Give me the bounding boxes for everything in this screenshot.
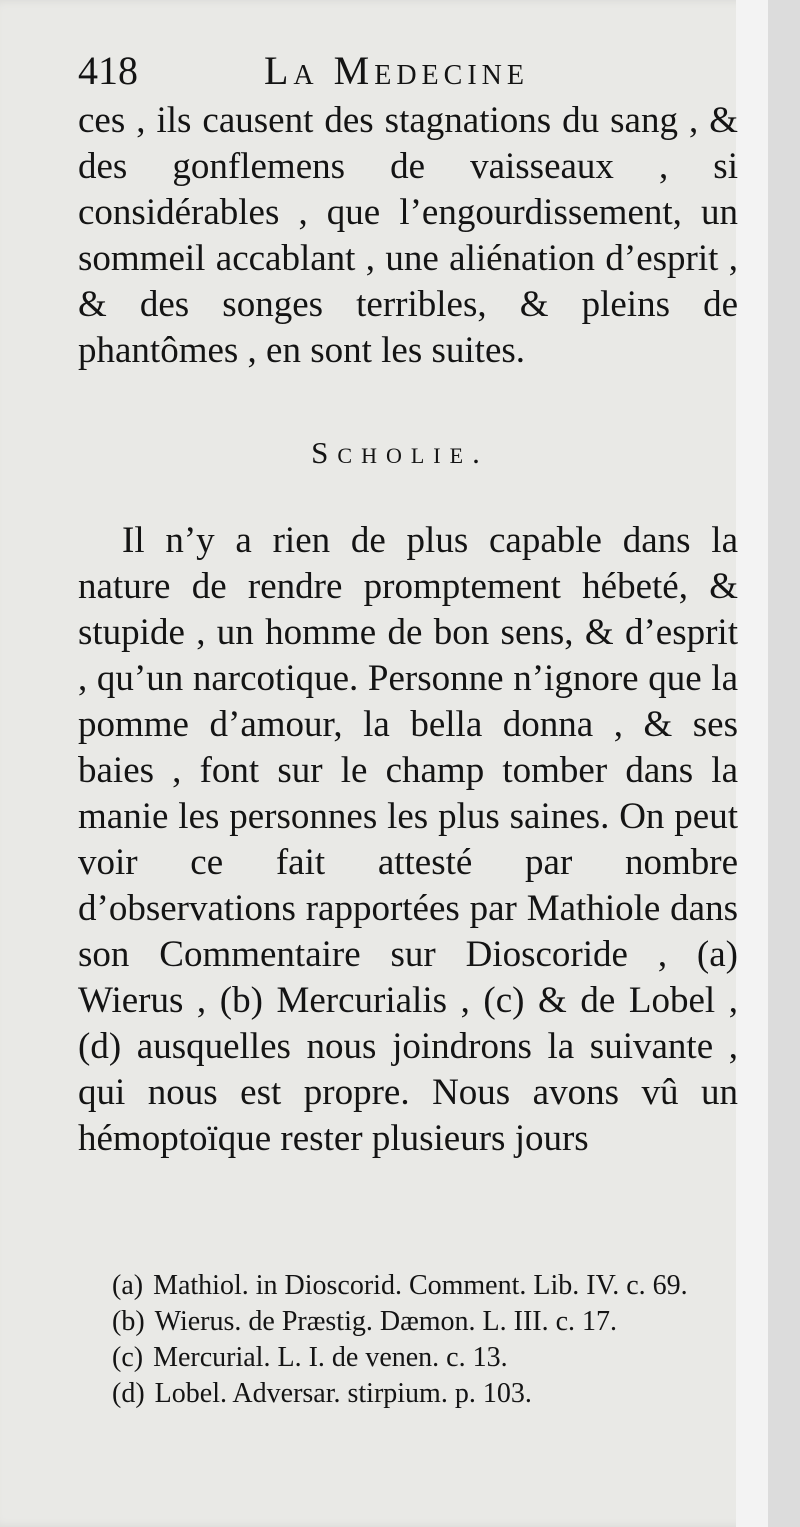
footnote-text: Wierus. de Præstig. Dæmon. L. III. c. 17. — [154, 1306, 618, 1337]
footnote-b — [78, 1304, 738, 1340]
scholie-block — [78, 518, 738, 1162]
footnote-text: Mercurial. L. I. de venen. c. 13. — [153, 1342, 508, 1373]
page-header — [78, 46, 728, 96]
continued-paragraph: ces , ils causent des stagnations du sang , & des gonflemens de vaisseaux , si considérables , que l’engourdissement, un sommeil accablant , une aliénation d’esprit , & des songes terribles, & pleins de phantômes , en sont les suites. — [78, 100, 738, 371]
footnote-mark: (c) — [112, 1342, 144, 1373]
footnote-d — [78, 1376, 738, 1412]
page-edge — [736, 0, 768, 1527]
footnote-a — [78, 1268, 738, 1304]
continued-paragraph-block — [78, 98, 738, 374]
footnotes — [78, 1268, 738, 1412]
footnote-c — [78, 1340, 738, 1376]
footnote-mark: (b) — [112, 1306, 145, 1337]
page-number: 418 — [78, 48, 138, 93]
running-title: La Medecine — [264, 48, 529, 93]
footnote-mark: (a) — [112, 1270, 144, 1301]
scholie-paragraph: Il n’y a rien de plus capable dans la nature de rendre promptement hébeté, & stupide , un homme de bon sens, & d’esprit , qu’un narcotique. Personne n’ignore que la pomme d’amour, la bella donna , & ses baies , font sur le champ tomber dans la manie les personnes les plus saines. On peut voir ce fait attesté par nombre d’observations rapportées par Mathiole dans son Commentaire sur Dioscoride , (a) Wierus , (b) Mercurialis , (c) & de Lobel , (d) ausquelles nous joindrons la suivante , qui nous est propre. Nous avons vû un hémoptoïque rester plusieurs jours — [78, 520, 738, 1159]
footnote-text: Lobel. Adversar. stirpium. p. 103. — [154, 1378, 532, 1409]
section-heading: Scholie. — [311, 435, 489, 470]
footnote-mark: (d) — [112, 1378, 145, 1409]
footnote-text: Mathiol. in Dioscorid. Comment. Lib. IV. c. 69. — [153, 1270, 688, 1301]
